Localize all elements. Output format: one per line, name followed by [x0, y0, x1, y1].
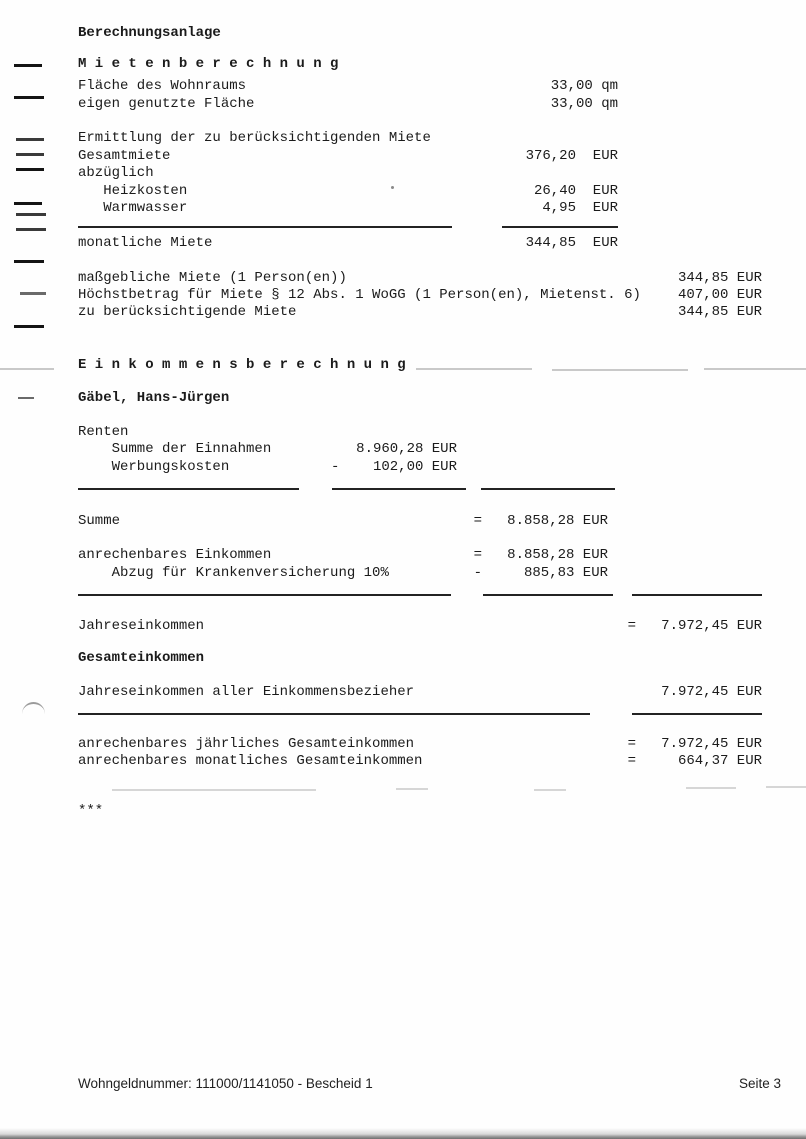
end-marker: *** — [78, 803, 104, 819]
table-row — [0, 270, 806, 288]
row-label: Summe der Einnahmen — [78, 441, 272, 457]
table-row — [0, 618, 806, 636]
row-label: Höchstbetrag für Miete § 12 Abs. 1 WoGG (1 Person(en), Mietenst. 6) — [78, 287, 641, 303]
margin-mark — [16, 168, 44, 171]
table-row — [0, 96, 806, 114]
scan-artifact-line — [534, 789, 566, 791]
table-row — [0, 736, 806, 754]
margin-mark — [18, 397, 34, 399]
row-value: 344,85 EUR — [677, 270, 762, 286]
section-header-gesamteinkommen — [0, 650, 806, 668]
row-label: maßgebliche Miete (1 Person(en)) — [78, 270, 347, 286]
table-row — [0, 148, 806, 166]
margin-mark — [14, 325, 44, 328]
row-value: - 885,83 EUR — [473, 565, 608, 581]
person-name: Gäbel, Hans-Jürgen — [78, 390, 230, 406]
sum-rule — [632, 713, 762, 715]
row-value: 33,00 qm — [550, 96, 618, 112]
row-label: eigen genutzte Fläche — [78, 96, 255, 112]
table-row — [0, 459, 806, 477]
scan-artifact-line — [686, 787, 736, 789]
row-label: monatliche Miete — [78, 235, 213, 251]
sum-rule — [481, 488, 615, 490]
margin-mark — [20, 292, 46, 295]
margin-mark — [16, 138, 44, 141]
margin-mark — [16, 228, 46, 231]
sum-rule — [78, 226, 452, 228]
section-header-label: M i e t e n b e r e c h n u n g — [78, 56, 339, 72]
sum-rule — [78, 594, 451, 596]
sum-rule — [78, 713, 590, 715]
table-row — [0, 424, 806, 442]
row-value: 26,40 EUR — [533, 183, 618, 199]
margin-mark — [14, 260, 44, 263]
row-value: = 7.972,45 EUR — [627, 736, 762, 752]
row-label: anrechenbares Einkommen — [78, 547, 272, 563]
scan-speck — [391, 186, 394, 189]
row-value: - 102,00 EUR — [330, 459, 457, 475]
row-label: Ermittlung der zu berücksichtigenden Miete — [78, 130, 431, 146]
table-row — [0, 78, 806, 96]
document-title-row — [0, 25, 806, 43]
document-title: Berechnungsanlage — [78, 25, 221, 41]
sum-rule — [332, 488, 466, 490]
row-label: zu berücksichtigende Miete — [78, 304, 297, 320]
row-label: Jahreseinkommen aller Einkommensbezieher — [78, 684, 415, 700]
row-label: Heizkosten — [78, 183, 188, 199]
sum-rule — [78, 488, 299, 490]
margin-mark — [16, 153, 44, 156]
end-marker-row — [0, 803, 806, 821]
sum-rule — [502, 226, 618, 228]
table-row — [0, 441, 806, 459]
row-label: abzüglich — [78, 165, 154, 181]
scan-artifact-line — [552, 369, 688, 371]
margin-mark — [14, 202, 42, 205]
scan-artifact-line — [766, 786, 806, 788]
row-value: 344,85 EUR — [525, 235, 618, 251]
scan-artifact-line — [704, 368, 806, 370]
row-label: Gesamtmiete — [78, 148, 171, 164]
table-row — [0, 753, 806, 771]
table-row — [0, 565, 806, 583]
table-row — [0, 165, 806, 183]
person-name-row — [0, 390, 806, 408]
margin-mark — [16, 213, 46, 216]
margin-mark — [14, 64, 42, 67]
margin-mark — [14, 96, 44, 99]
table-row — [0, 183, 806, 201]
row-value: 344,85 EUR — [677, 304, 762, 320]
row-value: = 8.858,28 EUR — [473, 513, 608, 529]
row-value: 8.960,28 EUR — [356, 441, 457, 457]
table-row — [0, 547, 806, 565]
row-label: anrechenbares jährliches Gesamteinkommen — [78, 736, 415, 752]
section-header-einkommensberechnung — [0, 357, 806, 375]
scan-artifact-line — [396, 788, 428, 790]
scan-artifact-line — [0, 368, 54, 370]
table-row — [0, 513, 806, 531]
table-row — [0, 200, 806, 218]
row-label: Warmwasser — [78, 200, 188, 216]
scanner-edge-shadow — [0, 1128, 806, 1139]
section-header-label: E i n k o m m e n s b e r e c h n u n g — [78, 357, 406, 373]
row-label: Renten — [78, 424, 129, 440]
table-row — [0, 235, 806, 253]
margin-arc-mark — [22, 702, 45, 714]
row-value: = 664,37 EUR — [627, 753, 762, 769]
scan-artifact-line — [416, 368, 532, 370]
row-label: Abzug für Krankenversicherung 10% — [78, 565, 389, 581]
sum-rule — [483, 594, 613, 596]
row-label: Summe — [78, 513, 121, 529]
table-row — [0, 287, 806, 305]
row-value: = 7.972,45 EUR — [627, 618, 762, 634]
row-label: anrechenbares monatliches Gesamteinkommen — [78, 753, 423, 769]
section-header-mietenberechnung — [0, 56, 806, 74]
row-value: 33,00 qm — [550, 78, 618, 94]
table-row — [0, 130, 806, 148]
row-label: Fläche des Wohnraums — [78, 78, 247, 94]
row-value: 376,20 EUR — [525, 148, 618, 164]
row-value: 407,00 EUR — [677, 287, 762, 303]
row-value: 7.972,45 EUR — [661, 684, 762, 700]
section-header-label: Gesamteinkommen — [78, 650, 205, 666]
row-value: 4,95 EUR — [542, 200, 618, 216]
row-value: = 8.858,28 EUR — [473, 547, 608, 563]
footer-page-number: Seite 3 — [738, 1076, 781, 1091]
row-label: Werbungskosten — [78, 459, 230, 475]
scan-artifact-line — [112, 789, 316, 791]
table-row — [0, 684, 806, 702]
sum-rule — [632, 594, 762, 596]
table-row — [0, 304, 806, 322]
footer-wohngeldnummer: Wohngeldnummer: 111000/1141050 - Bescheid 1 — [78, 1076, 373, 1091]
row-label: Jahreseinkommen — [78, 618, 205, 634]
